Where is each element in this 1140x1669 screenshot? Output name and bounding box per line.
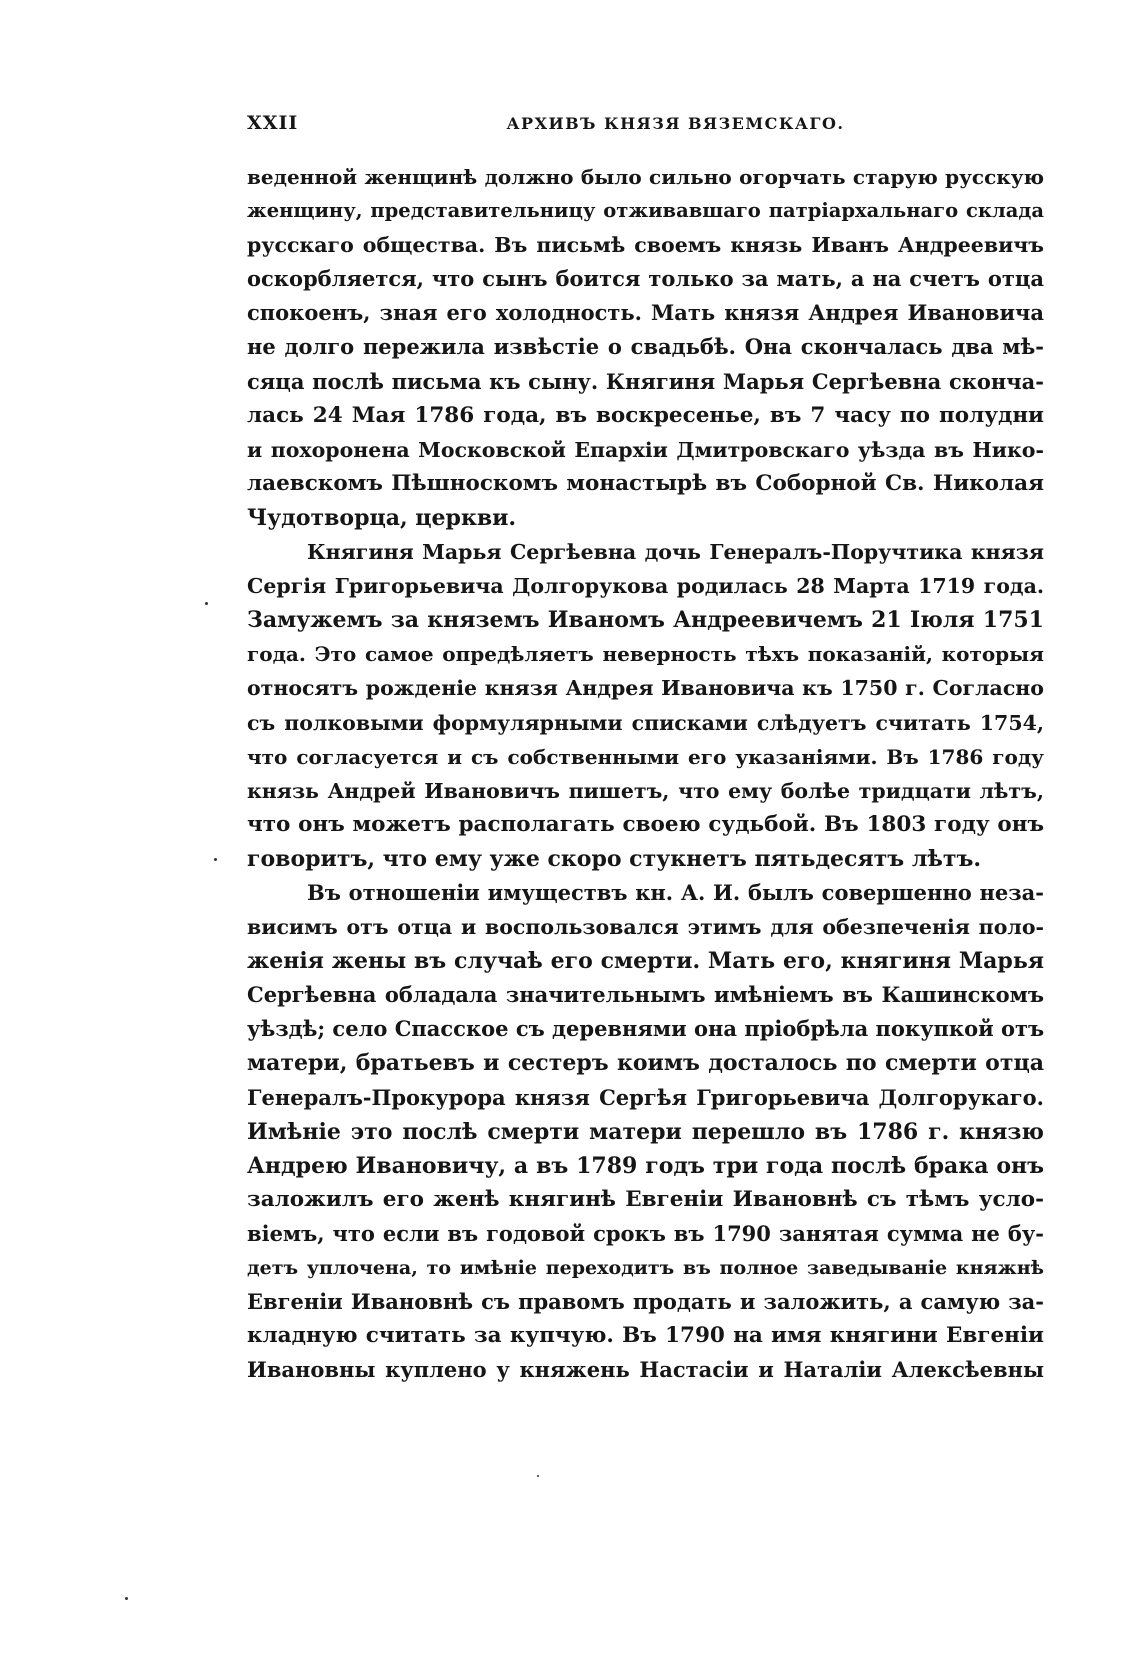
text-line: князь Андрей Ивановичъ пишетъ, что ему болѣе тридцати лѣтъ,: [247, 778, 1044, 803]
text-line: русскаго общества. Въ письмѣ своемъ князь Иванъ Андреевичъ: [247, 233, 1044, 258]
text-line: Ивановны куплено у княжень Настасіи и Наталіи Алексѣевны: [247, 1357, 1044, 1383]
text-line: кладную считать за купчую. Въ 1790 на имя княгини Евгеніи: [247, 1323, 1044, 1349]
page-number: XXII: [247, 112, 299, 134]
text-line: Сергія Григорьевича Долгорукова родилась 28 Марта 1719 года.: [247, 574, 1044, 599]
text-line: Чудотворца, церкви.: [247, 504, 517, 531]
running-title: АРХИВЪ КНЯЗЯ ВЯЗЕМСКАГО.: [506, 114, 845, 133]
text-line: Евгеніи Ивановнѣ съ правомъ продать и заложить, а самую за-: [247, 1289, 1044, 1315]
text-line: говоритъ, что ему уже скоро стукнетъ пятьдесятъ лѣтъ.: [247, 845, 981, 872]
text-line: висимъ отъ отца и воспользовался этимъ для обезпеченія поло-: [247, 915, 1044, 940]
text-line: женія жены въ случаѣ его смерти. Мать его, княгиня Марья: [247, 948, 1044, 975]
text-line: оскорбляется, что сынъ боится только за мать, а на счетъ отца: [247, 266, 1044, 292]
text-line: Генералъ-Прокурора князя Сергѣя Григорьевича Долгорукаго.: [247, 1084, 1044, 1110]
text-line: относятъ рожденіе князя Андрея Ивановича къ 1750 г. Согласно: [247, 676, 1044, 701]
text-line: віемъ, что если въ годовой срокъ въ 1790 занятая сумма не бу-: [247, 1220, 1044, 1246]
text-line: уѣздѣ; село Спасское съ деревнями она пріобрѣла покупкой отъ: [247, 1016, 1045, 1042]
text-line: что онъ можетъ располагать своею судьбой. Въ 1803 году онъ: [247, 811, 1044, 837]
paragraph-1: [247, 160, 1044, 535]
text-line: Въ отношеніи имуществъ кн. А. И. былъ совершенно неза-: [307, 879, 1044, 905]
page-header: [247, 112, 1044, 142]
text-line: детъ уплочена, то имѣніе переходитъ въ полное заведываніе княжнѣ: [247, 1257, 1044, 1279]
paragraph-3: [247, 876, 1044, 1387]
paragraph-2: [247, 535, 1044, 876]
scan-speck: [537, 1475, 539, 1477]
text-line: женщину, представительницу отживавшаго патріархальнаго склада: [247, 199, 1044, 223]
scan-speck: [205, 602, 208, 605]
text-line: Замужемъ за княземъ Иваномъ Андреевичемъ 21 Іюля 1751: [247, 607, 1044, 634]
text-line: Сергѣевна обладала значительнымъ имѣніемъ въ Кашинскомъ: [247, 982, 1044, 1008]
text-line: лась 24 Мая 1786 года, въ воскресенье, въ 7 часу по полудни: [247, 402, 1044, 428]
body-text: [247, 160, 1044, 1387]
text-line: и похоронена Московской Епархіи Дмитровскаго уѣзда въ Нико-: [247, 437, 1044, 462]
text-line: Княгиня Марья Сергѣевна дочь Генералъ-Поручтика князя: [307, 540, 1044, 565]
text-line: не долго пережила извѣстіе о свадьбѣ. Она скончалась два мѣ-: [247, 334, 1044, 360]
text-line: Имѣніе это послѣ смерти матери перешло въ 1786 г. князю: [247, 1118, 1044, 1145]
scan-speck: [125, 1597, 128, 1600]
text-line: сяца послѣ письма къ сыну. Княгиня Марья Сергѣевна сконча-: [247, 368, 1044, 394]
scan-speck: [214, 858, 217, 861]
text-line: заложилъ его женѣ княгинѣ Евгеніи Ивановнѣ съ тѣмъ усло-: [247, 1186, 1044, 1212]
text-line: что согласуется и съ собственными его указаніями. Въ 1786 году: [247, 744, 1044, 769]
text-line: года. Это самое опредѣляетъ неверность тѣхъ показаній, которыя: [247, 642, 1044, 667]
text-line: съ полковыми формулярными списками слѣдуетъ считать 1754,: [247, 710, 1044, 735]
text-line: лаевскомъ Пѣшноскомъ монастырѣ въ Соборной Св. Николая: [247, 470, 1044, 496]
text-line: Андрею Ивановичу, а въ 1789 годъ три года послѣ брака онъ: [247, 1152, 1044, 1179]
text-line: матери, братьевъ и сестеръ коимъ досталось по смерти отца: [247, 1050, 1044, 1077]
text-line: веденной женщинѣ должно было сильно огорчать старую русскую: [247, 165, 1044, 189]
text-line: спокоенъ, зная его холодность. Мать князя Андрея Ивановича: [247, 300, 1044, 326]
